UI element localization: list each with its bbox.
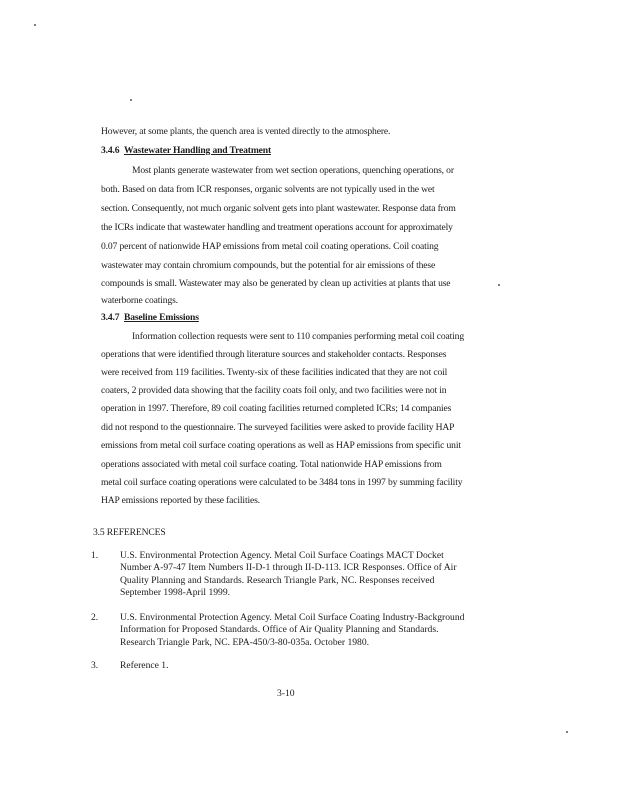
paragraph-line: 0.07 percent of nationwide HAP emissions from metal coil coating operations. Coil coating [101, 241, 439, 252]
paragraph-line: both. Based on data from ICR responses, organic solvents are not typically used in the wet [101, 184, 435, 195]
scan-speck [498, 284, 500, 286]
paragraph-line: compounds is small. Wastewater may also be generated by clean up activities at plants that use [101, 278, 451, 289]
section-title: Baseline Emissions [123, 312, 199, 323]
paragraph-line: Information collection requests were sent to 110 companies performing metal coil coating [132, 331, 464, 342]
paragraph-line: section. Consequently, not much organic solvent gets into plant wastewater. Response data from [101, 203, 456, 214]
reference-item [120, 660, 500, 672]
scan-speck [34, 24, 36, 26]
paragraph-line: were received from 119 facilities. Twenty-six of these facilities indicated that they are not coil [101, 367, 448, 378]
references-heading: 3.5 REFERENCES [93, 527, 166, 538]
reference-line: Reference 1. [120, 660, 169, 671]
reference-line: September 1998-April 1999. [120, 586, 231, 598]
paragraph-line: waterborne coatings. [101, 295, 178, 306]
reference-line: U.S. Environmental Protection Agency. Metal Coil Surface Coatings MACT Docket [120, 550, 444, 561]
reference-number: 2. [91, 612, 99, 623]
paragraph-line: HAP emissions reported by these facilities. [101, 495, 260, 506]
reference-line: U.S. Environmental Protection Agency. Metal Coil Surface Coating Industry-Background [120, 612, 465, 623]
paragraph-line: Most plants generate wastewater from wet section operations, quenching operations, or [132, 165, 454, 176]
reference-number: 1. [91, 550, 99, 561]
section-title: Wastewater Handling and Treatment [123, 145, 271, 156]
reference-line: Number A-97-47 Item Numbers II-D-1 through II-D-113. ICR Responses. Office of Air [120, 562, 457, 574]
reference-line: Research Triangle Park, NC. EPA-450/3-80-035a. October 1980. [120, 636, 370, 648]
reference-item [120, 550, 500, 599]
scan-speck [566, 731, 568, 733]
continuation-text: However, at some plants, the quench area is vented directly to the atmosphere. [101, 126, 391, 137]
reference-number: 3. [91, 660, 99, 671]
reference-line: Information for Proposed Standards. Office of Air Quality Planning and Standards. [120, 624, 439, 636]
paragraph-line: emissions from metal coil surface coating operations as well as HAP emissions from specific unit [101, 440, 461, 451]
paragraph-line: operations that were identified through literature sources and stakeholder contacts. Responses [101, 349, 447, 360]
scan-speck [130, 99, 132, 101]
reference-item [120, 612, 500, 649]
section-number: 3.4.6 [101, 145, 120, 156]
section-3-4-6-heading [101, 145, 271, 157]
paragraph-line: the ICRs indicate that wastewater handling and treatment operations account for approximately [101, 222, 453, 233]
paragraph-line: wastewater may contain chromium compounds, but the potential for air emissions of these [101, 260, 436, 271]
paragraph-line: operation in 1997. Therefore, 89 coil coating facilities returned completed ICRs; 14 companies [101, 403, 452, 414]
paragraph-line: metal coil surface coating operations were calculated to be 3484 tons in 1997 by summing facility [101, 477, 463, 488]
paragraph-line: did not respond to the questionnaire. The surveyed facilities were asked to provide facility HAP [101, 422, 455, 433]
paragraph-line: coaters, 2 provided data showing that the facility coats foil only, and two facilities were not in [101, 385, 447, 396]
reference-line: Quality Planning and Standards. Research Triangle Park, NC. Responses received [120, 574, 435, 586]
paragraph-line: operations associated with metal coil surface coating. Total nationwide HAP emissions from [101, 459, 442, 470]
page-number: 3-10 [277, 688, 295, 699]
section-number: 3.4.7 [101, 312, 120, 323]
section-3-4-7-heading [101, 312, 199, 324]
